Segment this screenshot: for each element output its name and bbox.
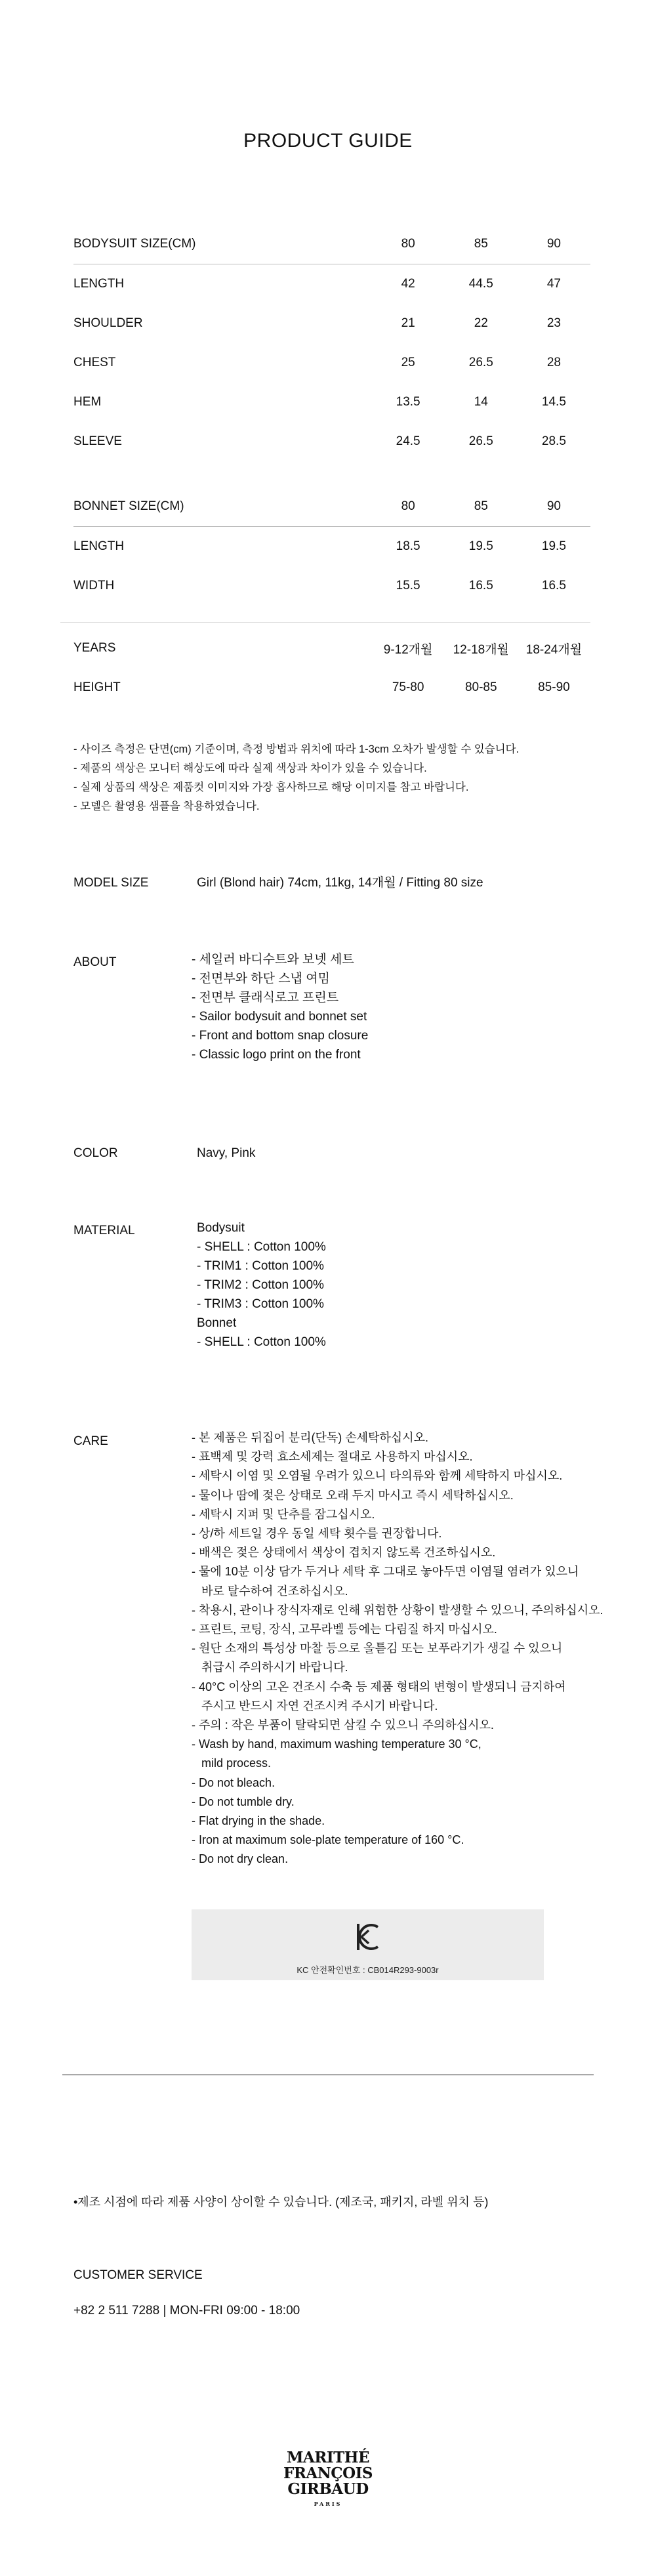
about-line: - Sailor bodysuit and bonnet set	[192, 1010, 367, 1024]
table-row	[73, 383, 590, 422]
care-line: - Wash by hand, maximum washing temperature 30 °C,	[192, 1737, 482, 1751]
care-line: 취급시 주의하시기 바랍니다.	[192, 1661, 348, 1674]
material-line: Bonnet	[197, 1316, 237, 1330]
care-line: - Flat drying in the shade.	[192, 1814, 325, 1828]
material-line: - TRIM2 : Cotton 100%	[197, 1278, 324, 1292]
page-title: PRODUCT GUIDE	[243, 130, 413, 152]
logo-line: MARITHÉ	[286, 2449, 370, 2466]
note-line: - 제품의 색상은 모니터 해상도에 따라 실제 색상과 차이가 있을 수 있습니다.	[73, 762, 427, 774]
model-size-label: MODEL SIZE	[73, 876, 149, 890]
bonnet-size-table	[73, 487, 590, 606]
cell-value: 44.5	[468, 277, 493, 291]
care-line: 바로 탈수하여 건조하십시오.	[192, 1584, 348, 1598]
care-line: - 프린트, 코팅, 장식, 고무라벨 등에는 다림질 하지 마십시오.	[192, 1623, 497, 1636]
material-line: - TRIM3 : Cotton 100%	[197, 1297, 324, 1311]
section-divider	[60, 622, 590, 623]
about-line: - Classic logo print on the front	[192, 1048, 361, 1062]
size-80-header: 80	[372, 224, 445, 264]
color-text: Navy, Pink	[197, 1146, 256, 1160]
size-90-header: 90	[518, 487, 590, 527]
color-value	[197, 1144, 255, 1163]
material-line: - TRIM1 : Cotton 100%	[197, 1259, 324, 1273]
care-line: - 착용시, 관이나 장식자재로 인해 위험한 상황이 발생할 수 있으니, 주의하십시오.	[192, 1603, 604, 1617]
customer-service-label: CUSTOMER SERVICE	[73, 2268, 203, 2282]
cell-value: 18.5	[396, 539, 420, 553]
color-label: COLOR	[73, 1146, 118, 1160]
cell-value: 24.5	[396, 434, 420, 448]
bodysuit-header-label: BODYSUIT SIZE(CM)	[73, 224, 372, 264]
care-line: - 상/하 세트일 경우 동일 세탁 횟수를 권장합니다.	[192, 1527, 442, 1541]
bonnet-header-row	[73, 487, 590, 527]
cell-value: 23	[546, 316, 561, 330]
cell-value: 80-85	[464, 680, 497, 694]
row-label: YEARS	[73, 641, 116, 655]
cell-value: 26.5	[468, 356, 493, 369]
row-label: LENGTH	[73, 539, 125, 553]
row-label: SLEEVE	[73, 434, 122, 448]
care-line: - 원단 소재의 특성상 마찰 등으로 올튿김 또는 보푸라기가 생길 수 있으니	[192, 1642, 563, 1655]
about-body	[192, 950, 368, 1064]
kc-certification-box	[192, 1909, 544, 1980]
care-line: mild process.	[192, 1756, 272, 1770]
kc-certification-icon	[356, 1921, 380, 1953]
cell-value: 14	[474, 395, 488, 409]
care-line: - 물이나 땀에 젖은 상태로 오래 두지 마시고 즉시 세탁하십시오.	[192, 1488, 514, 1502]
manufacture-notice: •제조 시점에 따라 제품 사양이 상이할 수 있습니다. (제조국, 패키지, 라벨 위치 등)	[73, 2195, 489, 2209]
table-row	[73, 422, 590, 461]
material-label: MATERIAL	[73, 1224, 135, 1237]
about-line: - 전면부와 하단 스냅 여밈	[192, 972, 330, 986]
logo-line: GIRBAUD	[287, 2480, 369, 2498]
cell-value: 16.5	[468, 579, 493, 592]
row-label: LENGTH	[73, 277, 125, 291]
care-line: - 세탁시 지퍼 및 단추를 잠그십시오.	[192, 1507, 375, 1521]
age-height-table	[73, 629, 590, 707]
cell-value: 16.5	[541, 579, 566, 592]
bodysuit-header-row	[73, 224, 590, 264]
cell-value: 28.5	[541, 434, 566, 448]
care-line: - 주의 : 작은 부품이 탈락되면 삼킬 수 있으니 주의하십시오.	[192, 1718, 494, 1732]
size-80-header: 80	[372, 487, 445, 527]
about-line: - Front and bottom snap closure	[192, 1029, 369, 1043]
note-line: - 사이즈 측정은 단면(cm) 기준이며, 측정 방법과 위치에 따라 1-3cm 오차가 발생할 수 있습니다.	[73, 743, 520, 755]
care-line: - 본 제품은 뒤집어 분리(단독) 손세탁하십시오.	[192, 1431, 428, 1444]
table-row	[73, 527, 590, 567]
footer-divider	[62, 2074, 594, 2075]
care-line: - Do not bleach.	[192, 1776, 276, 1789]
cell-value: 9-12개월	[383, 642, 433, 657]
cell-value: 14.5	[541, 395, 566, 409]
brand-logo	[276, 2450, 380, 2508]
care-line: - 배색은 젖은 상태에서 색상이 겹치지 않도록 건조하십시오.	[192, 1546, 496, 1560]
about-label: ABOUT	[73, 955, 117, 969]
kc-number: KC 안전확인번호 : CB014R293-9003r	[297, 1965, 439, 1975]
model-size-text: Girl (Blond hair) 74cm, 11kg, 14개월 / Fitting 80 size	[197, 876, 483, 890]
logo-subline: PARIS	[314, 2501, 342, 2507]
bodysuit-size-table	[73, 224, 590, 461]
cell-value: 22	[474, 316, 488, 330]
table-row	[73, 566, 590, 606]
logo-line: FRANÇOIS	[283, 2464, 373, 2482]
size-90-header: 90	[518, 224, 590, 264]
bonnet-header-label: BONNET SIZE(CM)	[73, 487, 372, 527]
about-line: - 전면부 클래식로고 프린트	[192, 991, 339, 1005]
size-85-header: 85	[445, 487, 518, 527]
table-row	[73, 629, 590, 668]
care-line: - 세탁시 이염 및 오염될 우려가 있으니 타의류와 함께 세탁하지 마십시오.	[192, 1469, 563, 1483]
row-label: HEIGHT	[73, 680, 121, 694]
cell-value: 26.5	[468, 434, 493, 448]
cell-value: 25	[401, 356, 415, 369]
cell-value: 19.5	[541, 539, 566, 553]
note-line: - 실제 상품의 색상은 제품컷 이미지와 가장 흡사하므로 해당 이미지를 참고 바랍니다.	[73, 781, 469, 793]
care-line: - 표백제 및 강력 효소세제는 절대로 사용하지 마십시오.	[192, 1450, 473, 1464]
cell-value: 42	[401, 277, 415, 291]
care-line: - Iron at maximum sole-plate temperature of 160 °C.	[192, 1833, 464, 1847]
customer-service-contact: +82 2 511 7288 | MON-FRI 09:00 - 18:00	[73, 2304, 300, 2317]
material-line: Bodysuit	[197, 1221, 245, 1235]
cell-value: 18-24개월	[525, 642, 583, 657]
material-line: - SHELL : Cotton 100%	[197, 1335, 326, 1349]
cell-value: 13.5	[396, 395, 420, 409]
material-body	[197, 1218, 326, 1352]
size-notes	[73, 740, 519, 816]
cell-value: 85-90	[538, 680, 570, 694]
cell-value: 21	[401, 316, 415, 330]
care-line: - Do not dry clean.	[192, 1852, 289, 1866]
care-body	[192, 1428, 603, 1869]
row-label: HEM	[73, 395, 102, 409]
table-row	[73, 343, 590, 383]
cell-value: 12-18개월	[453, 642, 509, 657]
row-label: SHOULDER	[73, 316, 143, 330]
cell-value: 47	[546, 277, 561, 291]
table-row	[73, 668, 590, 707]
model-size-value	[197, 873, 483, 892]
material-line: - SHELL : Cotton 100%	[197, 1240, 326, 1254]
cell-value: 15.5	[396, 579, 420, 592]
size-85-header: 85	[445, 224, 518, 264]
table-row	[73, 264, 590, 304]
care-label: CARE	[73, 1434, 108, 1448]
cell-value: 28	[546, 356, 561, 369]
care-line: 주시고 반드시 자연 건조시켜 주시기 바랍니다.	[192, 1699, 438, 1713]
row-label: CHEST	[73, 356, 116, 369]
about-line: - 세일러 바디수트와 보넷 세트	[192, 953, 354, 966]
care-line: - 물에 10분 이상 담가 두거나 세탁 후 그대로 놓아두면 이염될 염려가 있으니	[192, 1565, 579, 1579]
note-line: - 모델은 촬영용 샘플을 착용하였습니다.	[73, 800, 260, 812]
care-line: - Do not tumble dry.	[192, 1795, 295, 1808]
cell-value: 19.5	[468, 539, 493, 553]
care-line: - 40°C 이상의 고온 건조시 수축 등 제품 형태의 변형이 발생되니 금지하여	[192, 1680, 566, 1693]
row-label: WIDTH	[73, 579, 115, 592]
cell-value: 75-80	[392, 680, 424, 694]
table-row	[73, 304, 590, 343]
